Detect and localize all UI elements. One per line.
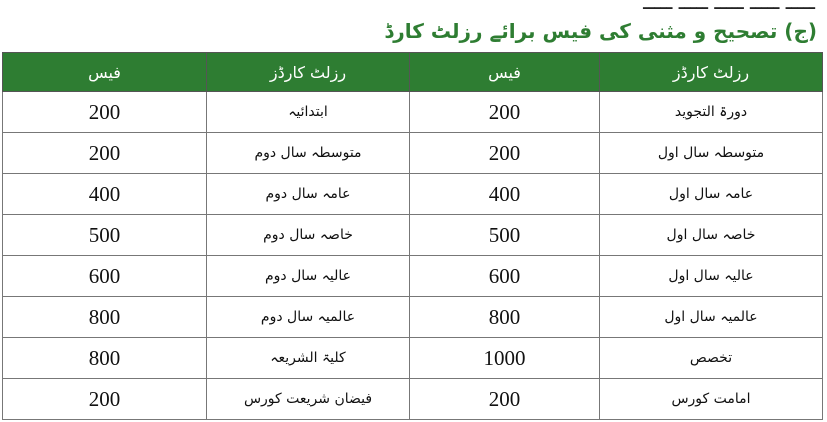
fee-cell: 200 (410, 92, 600, 133)
result-card-cell: فیضان شریعت کورس (207, 379, 410, 420)
result-card-cell: ابتدائیہ (207, 92, 410, 133)
result-card-cell: عالیہ سال اول (600, 256, 823, 297)
fee-cell: 400 (410, 174, 600, 215)
table-row (3, 215, 823, 256)
fee-cell: 400 (3, 174, 207, 215)
header-result-card-right: رزلٹ کارڈز (600, 53, 823, 92)
fee-cell: 600 (410, 256, 600, 297)
fee-cell: 200 (3, 379, 207, 420)
fee-cell: 800 (410, 297, 600, 338)
header-result-card-left: رزلٹ کارڈز (207, 53, 410, 92)
fee-cell: 600 (3, 256, 207, 297)
table-row (3, 338, 823, 379)
table-row (3, 256, 823, 297)
result-card-cell: کلیۃ الشریعہ (207, 338, 410, 379)
table-row (3, 297, 823, 338)
result-card-cell: امامت کورس (600, 379, 823, 420)
header-fee-left: فیس (3, 53, 207, 92)
result-card-cell: متوسطہ سال دوم (207, 133, 410, 174)
cut-off-text-strip (0, 0, 827, 14)
result-card-cell: عالمیہ سال دوم (207, 297, 410, 338)
result-card-cell: متوسطہ سال اول (600, 133, 823, 174)
fee-cell: 500 (3, 215, 207, 256)
fees-table (2, 52, 823, 420)
header-fee-right: فیس (410, 53, 600, 92)
fee-cell: 800 (3, 338, 207, 379)
table-row (3, 174, 823, 215)
result-card-cell: عالیہ سال دوم (207, 256, 410, 297)
result-card-cell: عامہ سال دوم (207, 174, 410, 215)
result-card-cell: تخصص (600, 338, 823, 379)
result-card-cell: عالمیہ سال اول (600, 297, 823, 338)
table-row (3, 92, 823, 133)
result-card-cell: خاصہ سال دوم (207, 215, 410, 256)
table-row (3, 133, 823, 174)
fee-cell: 200 (410, 379, 600, 420)
section-title: (ج) تصحیح و مثنی کی فیس برائے رزلٹ کارڈ (384, 19, 817, 43)
table-header-row (3, 53, 823, 92)
fee-cell: 1000 (410, 338, 600, 379)
fee-cell: 200 (3, 133, 207, 174)
result-card-cell: عامہ سال اول (600, 174, 823, 215)
fee-cell: 200 (3, 92, 207, 133)
result-card-cell: دورۃ التجوید (600, 92, 823, 133)
result-card-cell: خاصہ سال اول (600, 215, 823, 256)
fee-cell: 500 (410, 215, 600, 256)
cut-off-text: ـــــ ـــــ ـــــ ـــــ ـــــ (643, 0, 815, 14)
table-row (3, 379, 823, 420)
fee-cell: 200 (410, 133, 600, 174)
fee-cell: 800 (3, 297, 207, 338)
